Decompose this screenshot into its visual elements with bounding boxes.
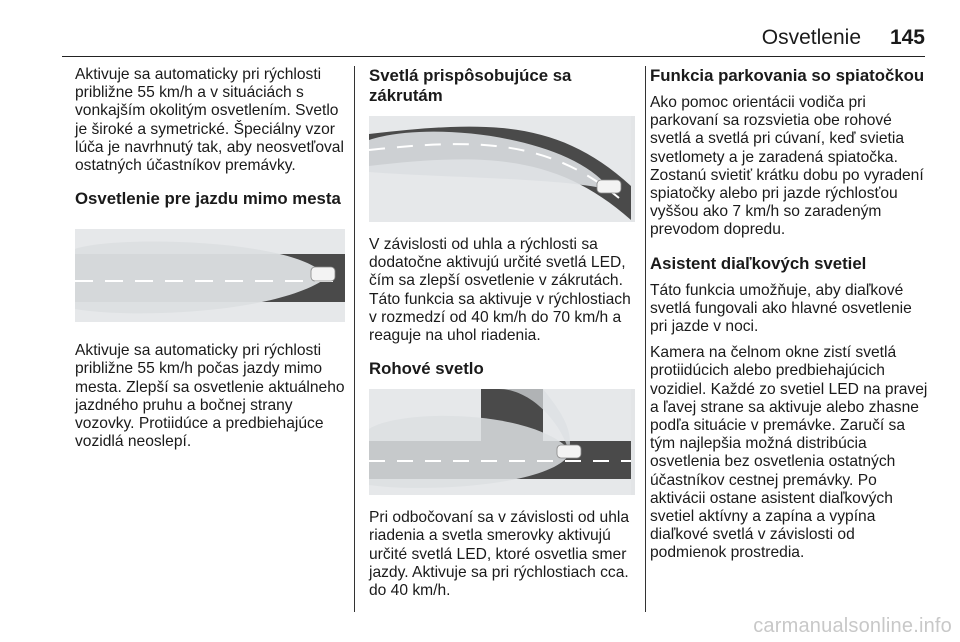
column-3 — [650, 66, 930, 563]
country-light-paragraph: Aktivuje sa automaticky pri rýchlosti približne 55 km/h počas jazdy mimo mesta. Zlepší sa osvetlenie aktuálneho jazdného pruhu a bočnej strany vozovky. Protiidúce a predbiehajúce vozidlá neoslepí. — [75, 342, 345, 451]
section-heading-corner-light: Rohové svetlo — [369, 359, 484, 379]
adaptive-light-paragraph: V závislosti od uhla a rýchlosti sa dodatočne aktivujú určité svetlá LED, čím sa zlepší osvetlenie v zákrutách. Táto funkcia sa aktivuje v rýchlostiach v rozmedzí od 40 km/h do 70 km/h a reaguje na uhol riadenia. — [369, 236, 631, 345]
watermark: carmanualsonline.info — [753, 615, 952, 637]
column-divider-left — [354, 66, 355, 612]
section-heading-highbeam: Asistent diaľkových svetiel — [650, 253, 867, 273]
page-number: 145 — [889, 26, 925, 49]
highbeam-paragraph-1: Táto funkcia umožňuje, aby diaľkové svetlá fungovali ako hlavné osvetlenie pri jazde v noci. — [650, 281, 912, 336]
page-title: Osvetlenie — [761, 26, 861, 49]
column-1 — [75, 66, 345, 451]
intro-paragraph: Aktivuje sa automaticky pri rýchlosti približne 55 km/h a v situáciách s vonkajším okolitým osvetlením. Svetlo je široké a symetrické. Špeciálny vzor lúča je navrhnutý tak, aby neosvetľoval ostatných účastníkov premávky. — [75, 66, 344, 175]
figure-country-light — [75, 229, 345, 322]
figure-adaptive-light — [369, 116, 635, 222]
parking-paragraph: Ako pomoc orientácii vodiča pri parkovaní sa rozsvietia obe rohové svetlá a svetlá pri cúvaní, keď svietia svetlomety a je zaradená spiatočka. Zostanú svietiť krátku dobu po vyradení spiatočky alebo pri jazde rýchlosťou vyššou ako 7 km/h so zaradeným prevodom dopredu. — [650, 94, 924, 239]
column-divider-right — [645, 66, 646, 612]
section-heading-country-light: Osvetlenie pre jazdu mimo mesta — [75, 189, 341, 209]
column-2 — [369, 66, 635, 600]
corner-light-paragraph: Pri odbočovaní sa v závislosti od uhla riadenia a svetla smerovky aktivujú určité svetlá LED, ktoré osvetlia smer jazdy. Aktivuje sa pri rýchlostiach cca. do 40 km/h. — [369, 509, 630, 600]
figure-corner-light — [369, 389, 635, 495]
highbeam-paragraph-2: Kamera na čelnom okne zistí svetlá protiidúcich alebo predbiehajúcich vozidiel. Každé zo svetiel LED na pravej a ľavej strane sa aktivuje alebo zhasne podľa situácie v premávke. Zaručí sa tým najlepšia možná distribúcia osvetlenia bez osvetlenia ostatných účastníkov cestnej premávky. Po aktivácii ostane asistent diaľkových svetiel aktívny a zapína a vypína diaľkové svetlá v závislosti od podmienok prostredia. — [650, 344, 928, 562]
page-header — [62, 24, 925, 57]
section-heading-parking: Funkcia parkovania so spiatočkou — [650, 66, 925, 85]
section-heading-adaptive-light: Svetlá prispôsobujúce sa zákrutám — [369, 66, 572, 105]
